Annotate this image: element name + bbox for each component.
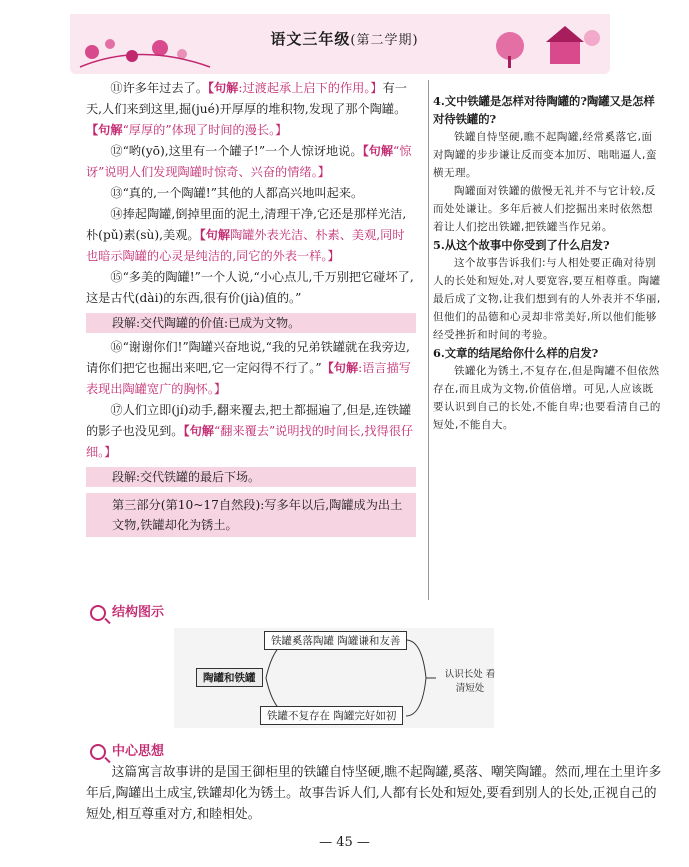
right-column	[433, 92, 663, 434]
paragraph-16: ⑯“谢谢你们!”陶罐兴奋地说,“我的兄弟铁罐就在我旁边,请你们把它也掘出来吧,它一定闷得不行了。”【句解:语言描写表现出陶罐宽广的胸怀。】	[86, 340, 411, 396]
paragraph-15: ⑮“多美的陶罐!”一个人说,“小心点儿,千万别把它碰坏了,这是古代(dài)的东西,很有价(jià)值的。”	[86, 270, 414, 305]
paragraph-14: ⑭捧起陶罐,倒掉里面的泥土,清理干净,它还是那样光洁,朴(pǔ)素(sù),美观。【句解陶罐外表光洁、朴素、美观,同时也暗示陶罐的心灵是纯洁的,同它的外表一样。】	[86, 207, 407, 263]
question-6: 6.文章的结尾给你什么样的启发?	[433, 346, 599, 360]
section-note-2: 段解:交代铁罐的最后下场。	[86, 467, 416, 487]
answer-6: 铁罐化为锈土,不复存在,但是陶罐不但依然存在,而且成为文物,价值倍增。可见,人应该既要认识到自己的长处,不能自卑;也要看清自己的短处,不能自大。	[433, 365, 661, 431]
paragraph-12: ⑫“哟(yō),这里有一个罐子!”一个人惊讶地说。【句解“惊讶”说明人们发现陶罐时惊奇、兴奋的情绪。】	[86, 144, 412, 179]
answer-4a: 铁罐自恃坚硬,瞧不起陶罐,经常奚落它,面对陶罐的步步谦让反而变本加厉、咄咄逼人,蛮横无理。	[433, 131, 657, 179]
page-number: — 45 —	[319, 835, 370, 850]
section-note-1: 段解:交代陶罐的价值:已成为文物。	[86, 313, 416, 333]
question-5: 5.从这个故事中你受到了什么启发?	[433, 238, 610, 252]
answer-4b: 陶罐面对铁罐的傲慢无礼并不与它计较,反而处处谦让。多年后被人们挖掘出来时依然想着让人们挖出铁罐,把铁罐当作兄弟。	[433, 185, 656, 233]
structure-heading: 结构图示	[90, 601, 164, 621]
question-4: 4.文中铁罐是怎样对待陶罐的?陶罐又是怎样对待铁罐的?	[433, 94, 655, 126]
diagram-top-node: 铁罐奚落陶罐 陶罐谦和友善	[264, 631, 407, 650]
part-three-summary: 第三部分(第10~17自然段):写多年以后,陶罐成为出土文物,铁罐却化为锈土。	[86, 493, 416, 537]
paragraph-11: ⑪许多年过去了。【句解:过渡起承上启下的作用。】有一天,人们来到这里,掘(jué)开厚厚的堆积物,发现了那个陶罐。【句解“厚厚的”体现了时间的漫长。】	[86, 81, 407, 137]
column-divider	[428, 80, 429, 600]
central-idea	[86, 762, 666, 825]
diagram-conclusion: 认识长处 看清短处	[444, 669, 496, 694]
paragraph-17: ⑰人们立即(jí)动手,翻来覆去,把土都掘遍了,但是,连铁罐的影子也没见到。【句解“翻来覆去”说明找的时间长,找得很仔细。】	[86, 403, 414, 459]
central-idea-heading: 中心思想	[90, 740, 164, 760]
header-title: 语文三年级(第二学期)	[270, 30, 419, 48]
magnifier-icon	[90, 605, 106, 621]
paragraph-13: ⑬“真的,一个陶罐!”其他的人都高兴地叫起来。	[110, 186, 364, 200]
left-column	[86, 78, 416, 537]
magnifier-icon	[90, 744, 106, 760]
central-idea-text: 这篇寓言故事讲的是国王御柜里的铁罐自恃坚硬,瞧不起陶罐,奚落、嘲笑陶罐。然而,埋在土里许多年后,陶罐出土成宝,铁罐却化为锈土。故事告诉人们,人都有长处和短处,要看到别人的长处,正视自己的短处,相互尊重对方,和睦相处。	[86, 765, 662, 822]
diagram-bottom-node: 铁罐不复存在 陶罐完好如初	[260, 706, 403, 725]
answer-5: 这个故事告诉我们:与人相处要正确对待别人的长处和短处,对人要宽容,要互相尊重。陶罐最后成了文物,让我们想到有的人外表并不华丽,但他们的品德和心灵却非常美好,所以他们能够经受挫折和时间的考验。	[433, 257, 661, 341]
diagram-root-node: 陶罐和铁罐	[196, 668, 263, 687]
